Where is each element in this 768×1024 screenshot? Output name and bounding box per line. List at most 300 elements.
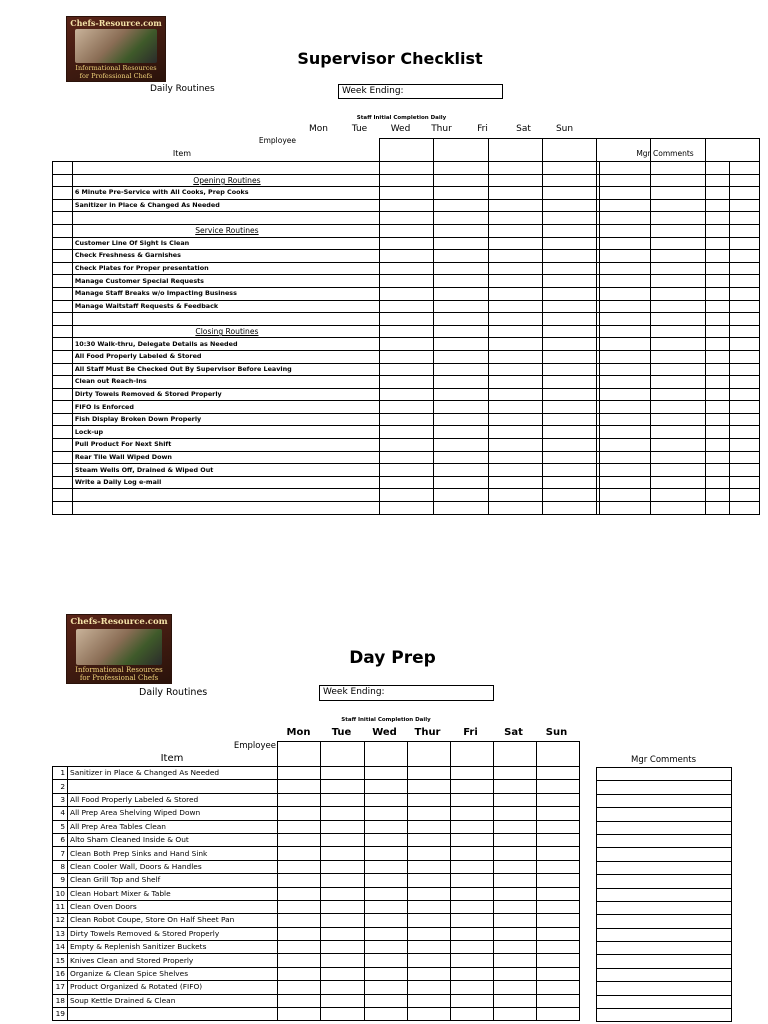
initial-cell[interactable] (380, 199, 434, 212)
initial-cell[interactable] (380, 313, 434, 326)
initial-cell[interactable] (434, 237, 488, 250)
initial-cell[interactable] (407, 954, 450, 967)
initial-cell[interactable] (488, 212, 542, 225)
initial-cell[interactable] (364, 793, 407, 806)
initial-cell[interactable] (488, 250, 542, 263)
employee-initial-cell[interactable] (278, 742, 321, 767)
mgr-comment-cell[interactable] (600, 388, 730, 401)
initial-cell[interactable] (380, 187, 434, 200)
initial-cell[interactable] (380, 325, 434, 338)
initial-cell[interactable] (434, 325, 488, 338)
initial-cell[interactable] (434, 426, 488, 439)
mgr-comment-cell[interactable] (597, 781, 732, 794)
initial-cell[interactable] (380, 464, 434, 477)
mgr-comment-cell[interactable] (600, 413, 730, 426)
initial-cell[interactable] (434, 262, 488, 275)
initial-cell[interactable] (493, 793, 536, 806)
initial-cell[interactable] (536, 1008, 579, 1021)
initial-cell[interactable] (407, 874, 450, 887)
mgr-comment-cell[interactable] (597, 768, 732, 781)
initial-cell[interactable] (536, 780, 579, 793)
mgr-comment-cell[interactable] (600, 287, 730, 300)
initial-cell[interactable] (542, 162, 596, 175)
initial-cell[interactable] (536, 833, 579, 846)
initial-cell[interactable] (542, 313, 596, 326)
initial-cell[interactable] (488, 401, 542, 414)
initial-cell[interactable] (542, 287, 596, 300)
initial-cell[interactable] (542, 502, 596, 515)
initial-cell[interactable] (450, 954, 493, 967)
initial-cell[interactable] (488, 162, 542, 175)
initial-cell[interactable] (434, 413, 488, 426)
initial-cell[interactable] (434, 300, 488, 313)
initial-cell[interactable] (434, 464, 488, 477)
initial-cell[interactable] (321, 820, 364, 833)
initial-cell[interactable] (542, 476, 596, 489)
initial-cell[interactable] (434, 338, 488, 351)
initial-cell[interactable] (542, 439, 596, 452)
initial-cell[interactable] (536, 807, 579, 820)
mgr-comment-cell[interactable] (600, 187, 730, 200)
initial-cell[interactable] (434, 376, 488, 389)
initial-cell[interactable] (488, 413, 542, 426)
mgr-comment-cell[interactable] (597, 915, 732, 928)
mgr-comment-cell[interactable] (600, 199, 730, 212)
initial-cell[interactable] (488, 476, 542, 489)
initial-cell[interactable] (542, 413, 596, 426)
initial-cell[interactable] (321, 981, 364, 994)
initial-cell[interactable] (407, 887, 450, 900)
mgr-comment-cell[interactable] (600, 325, 730, 338)
initial-cell[interactable] (450, 1008, 493, 1021)
initial-cell[interactable] (542, 401, 596, 414)
initial-cell[interactable] (450, 874, 493, 887)
initial-cell[interactable] (450, 793, 493, 806)
initial-cell[interactable] (364, 927, 407, 940)
initial-cell[interactable] (542, 212, 596, 225)
employee-initial-cell[interactable] (651, 139, 705, 162)
initial-cell[interactable] (321, 887, 364, 900)
employee-initial-cell[interactable] (434, 139, 488, 162)
initial-cell[interactable] (364, 767, 407, 780)
initial-cell[interactable] (493, 941, 536, 954)
initial-cell[interactable] (493, 914, 536, 927)
initial-cell[interactable] (407, 767, 450, 780)
week-ending-field-2[interactable]: Week Ending: (319, 685, 494, 701)
initial-cell[interactable] (407, 793, 450, 806)
initial-cell[interactable] (434, 489, 488, 502)
initial-cell[interactable] (407, 780, 450, 793)
mgr-comment-cell[interactable] (597, 1009, 732, 1022)
initial-cell[interactable] (321, 793, 364, 806)
mgr-comment-cell[interactable] (600, 300, 730, 313)
employee-initial-cell[interactable] (493, 742, 536, 767)
initial-cell[interactable] (364, 874, 407, 887)
initial-cell[interactable] (450, 981, 493, 994)
initial-cell[interactable] (450, 900, 493, 913)
initial-cell[interactable] (407, 914, 450, 927)
initial-cell[interactable] (321, 914, 364, 927)
initial-cell[interactable] (364, 994, 407, 1007)
initial-cell[interactable] (450, 780, 493, 793)
mgr-comment-cell[interactable] (600, 464, 730, 477)
initial-cell[interactable] (542, 350, 596, 363)
mgr-comment-cell[interactable] (600, 313, 730, 326)
initial-cell[interactable] (321, 833, 364, 846)
initial-cell[interactable] (488, 325, 542, 338)
initial-cell[interactable] (380, 250, 434, 263)
initial-cell[interactable] (380, 275, 434, 288)
mgr-comment-cell[interactable] (600, 250, 730, 263)
initial-cell[interactable] (434, 212, 488, 225)
initial-cell[interactable] (493, 981, 536, 994)
initial-cell[interactable] (493, 820, 536, 833)
initial-cell[interactable] (364, 967, 407, 980)
initial-cell[interactable] (321, 847, 364, 860)
initial-cell[interactable] (434, 502, 488, 515)
initial-cell[interactable] (278, 900, 321, 913)
mgr-comment-cell[interactable] (600, 338, 730, 351)
initial-cell[interactable] (542, 300, 596, 313)
initial-cell[interactable] (450, 767, 493, 780)
initial-cell[interactable] (434, 451, 488, 464)
mgr-comment-cell[interactable] (600, 275, 730, 288)
initial-cell[interactable] (364, 780, 407, 793)
initial-cell[interactable] (278, 767, 321, 780)
initial-cell[interactable] (407, 927, 450, 940)
initial-cell[interactable] (542, 262, 596, 275)
initial-cell[interactable] (493, 807, 536, 820)
mgr-comment-cell[interactable] (597, 968, 732, 981)
initial-cell[interactable] (488, 439, 542, 452)
initial-cell[interactable] (434, 250, 488, 263)
initial-cell[interactable] (321, 927, 364, 940)
initial-cell[interactable] (542, 187, 596, 200)
initial-cell[interactable] (536, 994, 579, 1007)
initial-cell[interactable] (364, 900, 407, 913)
mgr-comment-cell[interactable] (600, 502, 730, 515)
initial-cell[interactable] (434, 388, 488, 401)
employee-initial-cell[interactable] (488, 139, 542, 162)
initial-cell[interactable] (493, 780, 536, 793)
mgr-comment-cell[interactable] (597, 861, 732, 874)
mgr-comment-cell[interactable] (600, 489, 730, 502)
mgr-comment-cell[interactable] (600, 363, 730, 376)
initial-cell[interactable] (434, 313, 488, 326)
initial-cell[interactable] (321, 941, 364, 954)
initial-cell[interactable] (488, 376, 542, 389)
initial-cell[interactable] (380, 212, 434, 225)
initial-cell[interactable] (434, 162, 488, 175)
initial-cell[interactable] (407, 820, 450, 833)
initial-cell[interactable] (380, 162, 434, 175)
initial-cell[interactable] (493, 860, 536, 873)
initial-cell[interactable] (542, 325, 596, 338)
initial-cell[interactable] (488, 451, 542, 464)
initial-cell[interactable] (321, 900, 364, 913)
initial-cell[interactable] (380, 363, 434, 376)
initial-cell[interactable] (542, 338, 596, 351)
initial-cell[interactable] (407, 833, 450, 846)
initial-cell[interactable] (364, 833, 407, 846)
initial-cell[interactable] (488, 199, 542, 212)
mgr-comment-cell[interactable] (600, 439, 730, 452)
employee-initial-cell[interactable] (364, 742, 407, 767)
initial-cell[interactable] (450, 887, 493, 900)
mgr-comment-cell[interactable] (597, 955, 732, 968)
initial-cell[interactable] (278, 833, 321, 846)
initial-cell[interactable] (278, 847, 321, 860)
initial-cell[interactable] (434, 287, 488, 300)
initial-cell[interactable] (488, 237, 542, 250)
initial-cell[interactable] (380, 262, 434, 275)
employee-initial-cell[interactable] (380, 139, 434, 162)
initial-cell[interactable] (488, 224, 542, 237)
initial-cell[interactable] (364, 914, 407, 927)
initial-cell[interactable] (380, 413, 434, 426)
initial-cell[interactable] (278, 820, 321, 833)
initial-cell[interactable] (380, 489, 434, 502)
initial-cell[interactable] (488, 426, 542, 439)
initial-cell[interactable] (493, 833, 536, 846)
initial-cell[interactable] (450, 833, 493, 846)
initial-cell[interactable] (542, 489, 596, 502)
initial-cell[interactable] (407, 900, 450, 913)
initial-cell[interactable] (542, 451, 596, 464)
initial-cell[interactable] (536, 860, 579, 873)
mgr-comment-cell[interactable] (600, 401, 730, 414)
initial-cell[interactable] (536, 847, 579, 860)
initial-cell[interactable] (321, 767, 364, 780)
initial-cell[interactable] (493, 887, 536, 900)
initial-cell[interactable] (434, 363, 488, 376)
initial-cell[interactable] (380, 476, 434, 489)
initial-cell[interactable] (364, 954, 407, 967)
initial-cell[interactable] (542, 464, 596, 477)
initial-cell[interactable] (278, 793, 321, 806)
initial-cell[interactable] (542, 199, 596, 212)
initial-cell[interactable] (364, 1008, 407, 1021)
initial-cell[interactable] (450, 994, 493, 1007)
initial-cell[interactable] (536, 900, 579, 913)
initial-cell[interactable] (278, 860, 321, 873)
initial-cell[interactable] (450, 914, 493, 927)
initial-cell[interactable] (493, 994, 536, 1007)
initial-cell[interactable] (380, 439, 434, 452)
initial-cell[interactable] (488, 489, 542, 502)
initial-cell[interactable] (488, 363, 542, 376)
initial-cell[interactable] (364, 820, 407, 833)
initial-cell[interactable] (536, 793, 579, 806)
employee-initial-cell[interactable] (597, 139, 651, 162)
employee-initial-cell[interactable] (542, 139, 596, 162)
initial-cell[interactable] (450, 820, 493, 833)
mgr-comment-cell[interactable] (600, 350, 730, 363)
initial-cell[interactable] (488, 388, 542, 401)
mgr-comment-cell[interactable] (600, 426, 730, 439)
initial-cell[interactable] (434, 187, 488, 200)
initial-cell[interactable] (364, 941, 407, 954)
initial-cell[interactable] (536, 820, 579, 833)
initial-cell[interactable] (278, 994, 321, 1007)
mgr-comment-cell[interactable] (600, 224, 730, 237)
initial-cell[interactable] (542, 275, 596, 288)
initial-cell[interactable] (493, 954, 536, 967)
initial-cell[interactable] (488, 300, 542, 313)
initial-cell[interactable] (380, 388, 434, 401)
initial-cell[interactable] (488, 174, 542, 187)
initial-cell[interactable] (488, 338, 542, 351)
initial-cell[interactable] (488, 287, 542, 300)
mgr-comment-cell[interactable] (597, 834, 732, 847)
initial-cell[interactable] (321, 807, 364, 820)
mgr-comment-cell[interactable] (597, 942, 732, 955)
initial-cell[interactable] (542, 376, 596, 389)
week-ending-field[interactable]: Week Ending: (338, 84, 503, 99)
initial-cell[interactable] (536, 927, 579, 940)
initial-cell[interactable] (493, 874, 536, 887)
initial-cell[interactable] (450, 807, 493, 820)
initial-cell[interactable] (407, 1008, 450, 1021)
initial-cell[interactable] (536, 954, 579, 967)
initial-cell[interactable] (364, 981, 407, 994)
initial-cell[interactable] (380, 451, 434, 464)
mgr-comment-cell[interactable] (600, 237, 730, 250)
initial-cell[interactable] (536, 887, 579, 900)
mgr-comment-cell[interactable] (597, 875, 732, 888)
initial-cell[interactable] (493, 847, 536, 860)
initial-cell[interactable] (434, 439, 488, 452)
initial-cell[interactable] (434, 476, 488, 489)
initial-cell[interactable] (488, 464, 542, 477)
initial-cell[interactable] (380, 401, 434, 414)
initial-cell[interactable] (321, 1008, 364, 1021)
initial-cell[interactable] (321, 860, 364, 873)
initial-cell[interactable] (364, 847, 407, 860)
initial-cell[interactable] (488, 313, 542, 326)
initial-cell[interactable] (380, 224, 434, 237)
initial-cell[interactable] (278, 927, 321, 940)
employee-initial-cell[interactable] (450, 742, 493, 767)
mgr-comment-cell[interactable] (597, 808, 732, 821)
mgr-comment-cell[interactable] (597, 888, 732, 901)
initial-cell[interactable] (450, 927, 493, 940)
initial-cell[interactable] (407, 847, 450, 860)
initial-cell[interactable] (364, 807, 407, 820)
initial-cell[interactable] (536, 767, 579, 780)
initial-cell[interactable] (450, 941, 493, 954)
initial-cell[interactable] (380, 502, 434, 515)
initial-cell[interactable] (380, 376, 434, 389)
initial-cell[interactable] (493, 967, 536, 980)
initial-cell[interactable] (364, 887, 407, 900)
initial-cell[interactable] (407, 981, 450, 994)
initial-cell[interactable] (536, 874, 579, 887)
mgr-comment-cell[interactable] (600, 262, 730, 275)
employee-initial-cell[interactable] (705, 139, 759, 162)
initial-cell[interactable] (407, 860, 450, 873)
initial-cell[interactable] (450, 847, 493, 860)
mgr-comment-cell[interactable] (597, 901, 732, 914)
initial-cell[interactable] (278, 967, 321, 980)
initial-cell[interactable] (278, 887, 321, 900)
initial-cell[interactable] (278, 941, 321, 954)
initial-cell[interactable] (380, 426, 434, 439)
mgr-comment-cell[interactable] (600, 376, 730, 389)
mgr-comment-cell[interactable] (600, 162, 730, 175)
initial-cell[interactable] (321, 954, 364, 967)
initial-cell[interactable] (278, 954, 321, 967)
initial-cell[interactable] (488, 262, 542, 275)
initial-cell[interactable] (536, 981, 579, 994)
initial-cell[interactable] (278, 981, 321, 994)
initial-cell[interactable] (321, 874, 364, 887)
initial-cell[interactable] (542, 363, 596, 376)
initial-cell[interactable] (278, 807, 321, 820)
initial-cell[interactable] (321, 967, 364, 980)
initial-cell[interactable] (542, 224, 596, 237)
mgr-comment-cell[interactable] (597, 821, 732, 834)
initial-cell[interactable] (542, 426, 596, 439)
initial-cell[interactable] (278, 780, 321, 793)
initial-cell[interactable] (364, 860, 407, 873)
initial-cell[interactable] (493, 767, 536, 780)
initial-cell[interactable] (542, 250, 596, 263)
initial-cell[interactable] (321, 780, 364, 793)
mgr-comment-cell[interactable] (597, 982, 732, 995)
initial-cell[interactable] (380, 237, 434, 250)
initial-cell[interactable] (493, 927, 536, 940)
initial-cell[interactable] (536, 967, 579, 980)
mgr-comment-cell[interactable] (600, 212, 730, 225)
initial-cell[interactable] (450, 860, 493, 873)
initial-cell[interactable] (434, 199, 488, 212)
employee-initial-cell[interactable] (321, 742, 364, 767)
mgr-comment-cell[interactable] (597, 794, 732, 807)
initial-cell[interactable] (380, 300, 434, 313)
employee-initial-cell[interactable] (536, 742, 579, 767)
initial-cell[interactable] (536, 941, 579, 954)
initial-cell[interactable] (380, 338, 434, 351)
mgr-comment-cell[interactable] (600, 476, 730, 489)
initial-cell[interactable] (278, 1008, 321, 1021)
initial-cell[interactable] (407, 967, 450, 980)
initial-cell[interactable] (380, 174, 434, 187)
initial-cell[interactable] (434, 275, 488, 288)
initial-cell[interactable] (434, 224, 488, 237)
initial-cell[interactable] (434, 350, 488, 363)
initial-cell[interactable] (407, 807, 450, 820)
initial-cell[interactable] (488, 502, 542, 515)
initial-cell[interactable] (488, 350, 542, 363)
initial-cell[interactable] (493, 1008, 536, 1021)
initial-cell[interactable] (380, 287, 434, 300)
initial-cell[interactable] (488, 275, 542, 288)
mgr-comment-cell[interactable] (597, 848, 732, 861)
initial-cell[interactable] (488, 187, 542, 200)
initial-cell[interactable] (321, 994, 364, 1007)
initial-cell[interactable] (542, 388, 596, 401)
initial-cell[interactable] (434, 174, 488, 187)
initial-cell[interactable] (536, 914, 579, 927)
initial-cell[interactable] (434, 401, 488, 414)
initial-cell[interactable] (407, 994, 450, 1007)
initial-cell[interactable] (278, 874, 321, 887)
mgr-comment-cell[interactable] (597, 995, 732, 1008)
initial-cell[interactable] (380, 350, 434, 363)
mgr-comment-cell[interactable] (600, 451, 730, 464)
initial-cell[interactable] (278, 914, 321, 927)
